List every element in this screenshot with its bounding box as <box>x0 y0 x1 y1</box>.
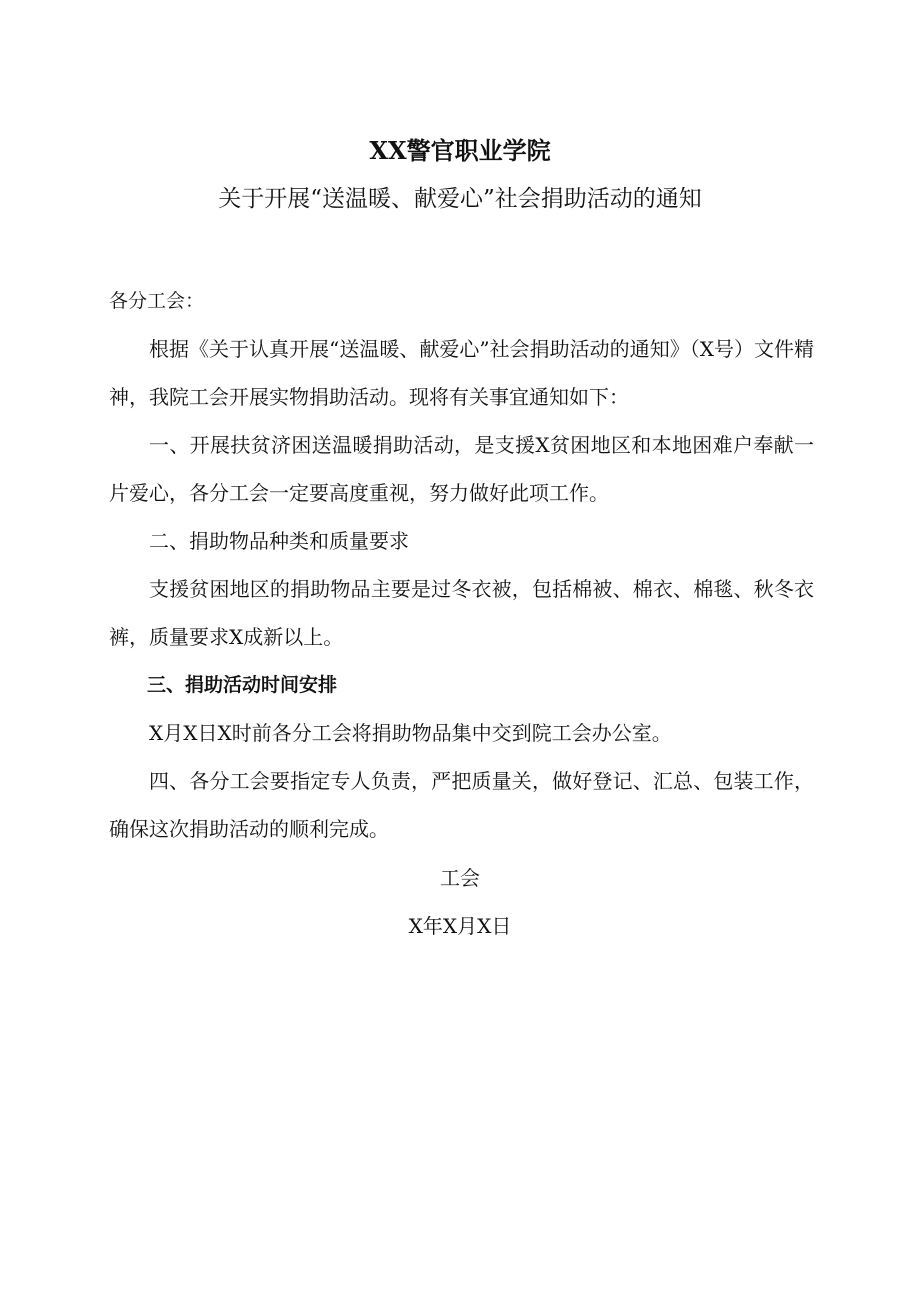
salutation: 各分工会： <box>109 290 205 312</box>
signature-org: 工会 <box>440 866 480 890</box>
document-body <box>109 277 814 853</box>
section-heading-3: 三、捐助活动时间安排 <box>147 674 338 696</box>
paragraph-intro: 根据《关于认真开展“送温暖、献爱心”社会捐助活动的通知》（X号）文件精神，我院工会开展实物捐助活动。现将有关事宜通知如下： <box>109 337 814 409</box>
paragraph-item-3-detail: X月X日X时前各分工会将捐助物品集中交到院工会办公室。 <box>149 721 672 745</box>
section-heading-2: 二、捐助物品种类和质量要求 <box>149 529 409 553</box>
paragraph-item-4: 四、各分工会要指定专人负责，严把质量关，做好登记、汇总、包装工作，确保这次捐助活动的顺利完成。 <box>109 769 814 841</box>
document-title-subject: 关于开展“送温暖、献爱心”社会捐助活动的通知 <box>218 186 702 212</box>
paragraph-item-2-detail: 支援贫困地区的捐助物品主要是过冬衣被，包括棉被、棉衣、棉毯、秋冬衣裤，质量要求X成新以上。 <box>109 577 814 649</box>
document-title-institution: XX警官职业学院 <box>369 136 551 165</box>
paragraph-item-1: 一、开展扶贫济困送温暖捐助活动，是支援X贫困地区和本地困难户奉献一片爱心，各分工会一定要高度重视，努力做好此项工作。 <box>109 433 814 505</box>
signature-date: X年X月X日 <box>408 914 512 938</box>
